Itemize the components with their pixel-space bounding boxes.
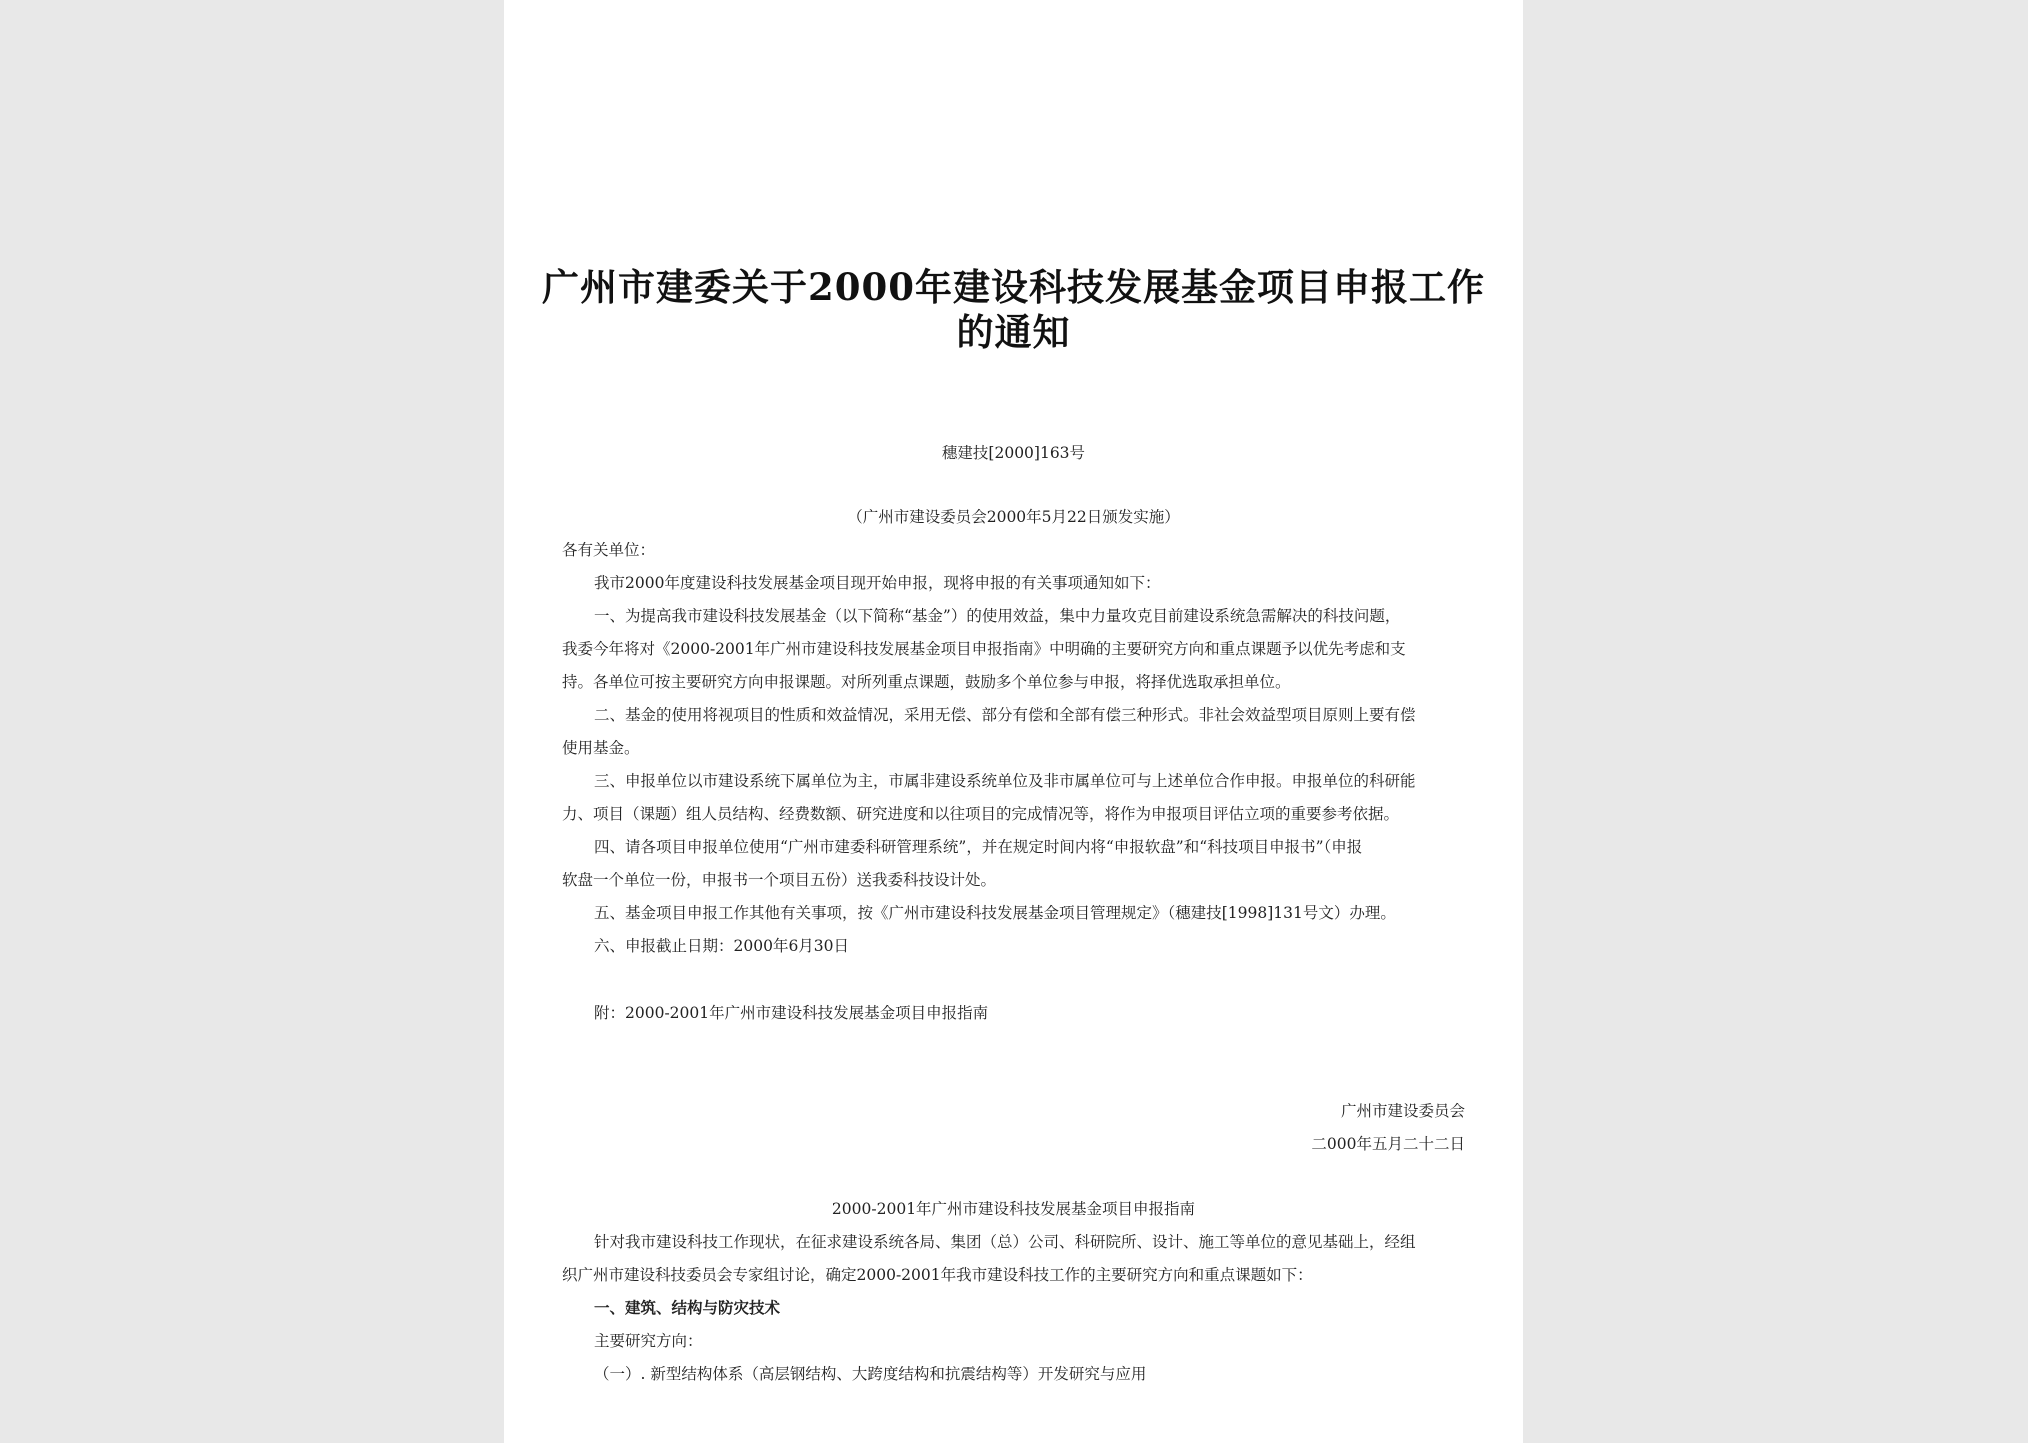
guide-paragraph-line-1: 针对我市建设科技工作现状，在征求建设系统各局、集团（总）公司、科研院所、设计、施工等单位的意见基础上，经组: [594, 1233, 1416, 1251]
intro-paragraph: 我市2000年度建设科技发展基金项目现开始申报，现将申报的有关事项通知如下：: [594, 574, 1161, 592]
document-page: [504, 0, 1523, 1443]
item-2-line-2: 使用基金。: [562, 739, 640, 757]
sub-item-1: （一）. 新型结构体系（高层钢结构、大跨度结构和抗震结构等）开发研究与应用: [594, 1365, 1147, 1383]
document-number: 穗建技[2000]163号: [941, 444, 1086, 462]
item-6: 六、申报截止日期：2000年6月30日: [594, 937, 850, 955]
guide-title: 2000-2001年广州市建设科技发展基金项目申报指南: [831, 1200, 1196, 1218]
document-title-line-1: 广州市建委关于2000年建设科技发展基金项目申报工作: [542, 265, 1485, 309]
section-1-heading: 一、建筑、结构与防灾技术: [594, 1298, 781, 1317]
item-3-line-1: 三、申报单位以市建设系统下属单位为主，市属非建设系统单位及非市属单位可与上述单位合作申报。申报单位的科研能: [594, 772, 1416, 790]
item-1-line-3: 持。各单位可按主要研究方向申报课题。对所列重点课题，鼓励多个单位参与申报，将择优选取承担单位。: [562, 673, 1291, 691]
main-direction-label: 主要研究方向：: [594, 1332, 703, 1350]
item-4-line-2: 软盘一个单位一份，申报书一个项目五份）送我委科技设计处。: [562, 871, 997, 889]
sign-date: 二000年五月二十二日: [1311, 1135, 1465, 1153]
signer: 广州市建设委员会: [1340, 1102, 1465, 1120]
document-title-line-2: 的通知: [956, 310, 1071, 354]
guide-paragraph-line-2: 织广州市建设科技委员会专家组讨论，确定2000-2001年我市建设科技工作的主要研究方向和重点课题如下：: [562, 1266, 1313, 1284]
item-3-line-2: 力、项目（课题）组人员结构、经费数额、研究进度和以往项目的完成情况等，将作为申报项目评估立项的重要参考依据。: [562, 805, 1400, 823]
item-5: 五、基金项目申报工作其他有关事项，按《广州市建设科技发展基金项目管理规定》（穗建技[1998]131号文）办理。: [594, 904, 1396, 922]
item-2-line-1: 二、基金的使用将视项目的性质和效益情况，采用无偿、部分有偿和全部有偿三种形式。非社会效益型项目原则上要有偿: [594, 706, 1416, 724]
attachment-note: 附：2000-2001年广州市建设科技发展基金项目申报指南: [594, 1004, 989, 1022]
salutation: 各有关单位：: [562, 541, 656, 559]
item-1-line-2: 我委今年将对《2000-2001年广州市建设科技发展基金项目申报指南》中明确的主要研究方向和重点课题予以优先考虑和支: [562, 640, 1406, 658]
issue-note: （广州市建设委员会2000年5月22日颁发实施）: [847, 508, 1180, 526]
item-4-line-1: 四、请各项目申报单位使用“广州市建委科研管理系统”，并在规定时间内将“申报软盘”和“科技项目申报书”（申报: [594, 838, 1363, 856]
item-1-line-1: 一、为提高我市建设科技发展基金（以下简称“基金”）的使用效益，集中力量攻克目前建设系统急需解决的科技问题，: [594, 607, 1401, 625]
